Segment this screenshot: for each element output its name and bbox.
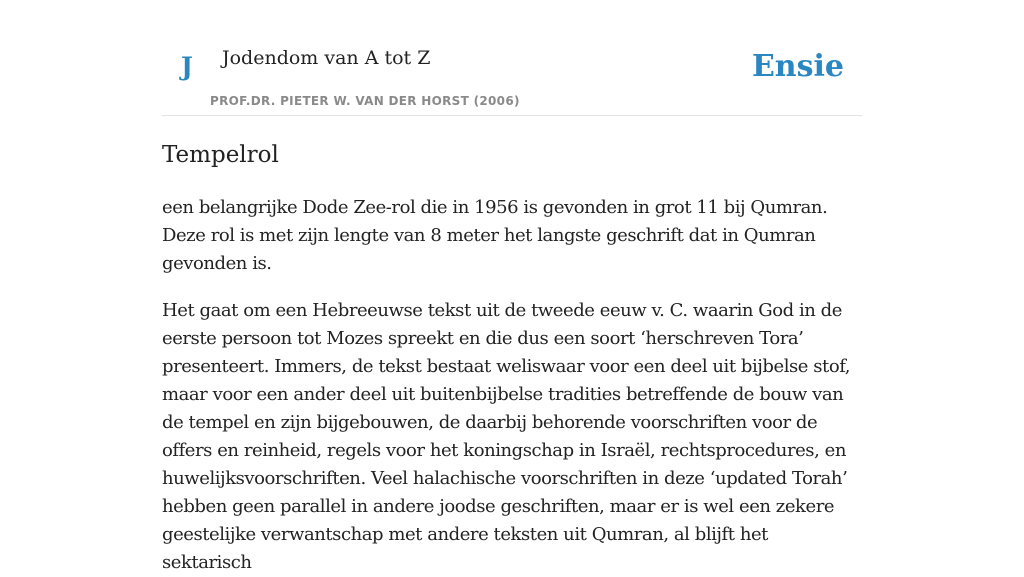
article-paragraph: een belangrijke Dode Zee-rol die in 1956 is gevonden in grot 11 bij Qumran. Deze rol is met zijn lengte van 8 meter het langste geschrift dat in Qumran gevonden is. [162,197,828,274]
book-logo[interactable]: J [181,52,193,81]
article-title: Tempelrol [162,142,279,168]
page-header [162,0,862,116]
book-author: PROF.DR. PIETER W. VAN DER HORST (2006) [210,94,520,108]
article [162,136,862,577]
book-title-link[interactable]: Jodendom van A tot Z [222,47,431,69]
ensie-logo[interactable]: Ensie [751,49,844,84]
article-paragraph: Het gaat om een Hebreeuwse tekst uit de tweede eeuw v. C. waarin God in de eerste persoon tot Mozes spreekt en die dus een soort ‘herschreven Tora’ presenteert. Immers, de tekst bestaat weliswaar voor een deel uit bijbelse stof, maar voor een ander deel uit buitenbijbelse tradities betreffende de bouw van de tempel en zijn bijgebouwen, de daarbij behorende voorschriften voor de offers en reinheid, regels voor het koningschap in Israël, rechtsprocedures, en huwelijksvoorschriften. Veel halachische voorschriften in deze ‘updated Torah’ hebben geen parallel in andere joodse geschriften, maar er is wel een zekere geestelijke verwantschap met andere teksten uit Qumran, al blijft het sektarisch [162,300,851,573]
